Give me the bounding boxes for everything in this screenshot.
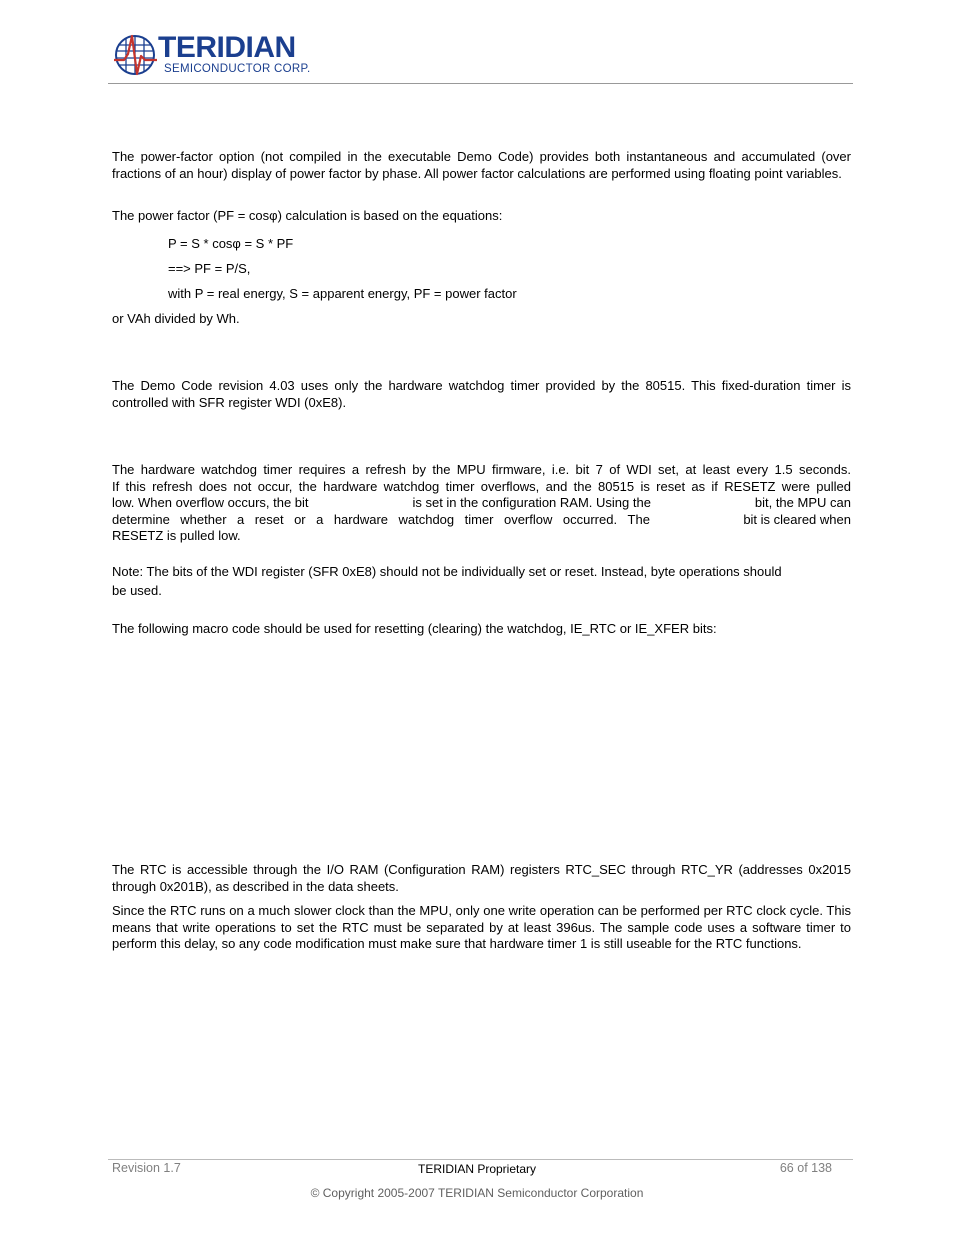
power-factor-intro: The power-factor option (not compiled in the executable Demo Code) provides both instantaneous and accumulated (over fractions of an hour) display of power factor by phase. All power factor calculations are performed using floating point variables.: [112, 149, 851, 181]
footer-revision: Revision 1.7: [112, 1161, 181, 1175]
rtc-paragraph-1: The RTC is accessible through the I/O RAM (Configuration RAM) registers RTC_SEC through RTC_YR (addresses 0x2015 through 0x201B), as described in the data sheets.: [112, 862, 851, 894]
watchdog-refresh-line-5: RESETZ is pulled low.: [112, 528, 241, 543]
watchdog-refresh-line-2: If this refresh does not occur, the hardware watchdog timer overflows, and the 80515 is reset as if RESETZ were pulled: [112, 478, 851, 494]
power-factor-outro: or VAh divided by Wh.: [112, 311, 240, 326]
equation-2: ==> PF = P/S,: [168, 261, 251, 276]
rtc-paragraph-2: Since the RTC runs on a much slower clock than the MPU, only one write operation can be performed per RTC clock cycle. This means that write operations to set the RTC must be separated by at least 396us. The sample code uses a software timer to perform this delay, so any code modification must make sure that hardware timer 1 is still useable for the RTC functions.: [112, 903, 851, 951]
header-divider: [108, 83, 853, 84]
equation-3: with P = real energy, S = apparent energy, PF = power factor: [168, 286, 517, 301]
watchdog-refresh-line-3: [112, 495, 851, 512]
watchdog-note-line-1: Note: The bits of the WDI register (SFR 0xE8) should not be individually set or reset. Instead, byte operations should: [112, 564, 782, 579]
watchdog-note-line-2: be used.: [112, 583, 162, 598]
refresh-line-3-part-a: low. When overflow occurs, the bit: [112, 495, 309, 510]
power-factor-equations-intro: The power factor (PF = cosφ) calculation is based on the equations:: [112, 208, 503, 223]
logo-subtitle: SEMICONDUCTOR CORP.: [164, 63, 311, 75]
watchdog-refresh-line-1: The hardware watchdog timer requires a refresh by the MPU firmware, i.e. bit 7 of WDI set, at least every 1.5 seconds.: [112, 462, 851, 477]
refresh-line-3-part-c: bit, the MPU can: [754, 495, 851, 510]
watchdog-refresh-paragraph: [112, 462, 851, 545]
company-logo: [112, 30, 332, 82]
watchdog-macro-intro: The following macro code should be used for resetting (clearing) the watchdog, IE_RTC or IE_XFER bits:: [112, 621, 717, 636]
refresh-line-4-part-a: determine whether a reset or a hardware watchdog timer overflow occurred. The: [112, 511, 650, 527]
logo-globe-icon: [112, 30, 158, 80]
footer-copyright: © Copyright 2005-2007 TERIDIAN Semiconductor Corporation: [310, 1186, 644, 1200]
footer-divider: [108, 1159, 853, 1160]
watchdog-refresh-line-4: [112, 512, 851, 529]
watchdog-intro: The Demo Code revision 4.03 uses only the hardware watchdog timer provided by the 80515. This fixed-duration timer is controlled with SFR register WDI (0xE8).: [112, 378, 851, 410]
logo-wordmark: TERIDIAN: [158, 31, 296, 64]
equation-1: P = S * cosφ = S * PF: [168, 236, 294, 251]
refresh-line-3-part-b: is set in the configuration RAM. Using the: [412, 495, 651, 510]
refresh-line-4-part-b: bit is cleared when: [743, 511, 851, 527]
footer-proprietary: TERIDIAN Proprietary: [417, 1162, 537, 1176]
footer-page-number: 66 of 138: [779, 1161, 832, 1175]
